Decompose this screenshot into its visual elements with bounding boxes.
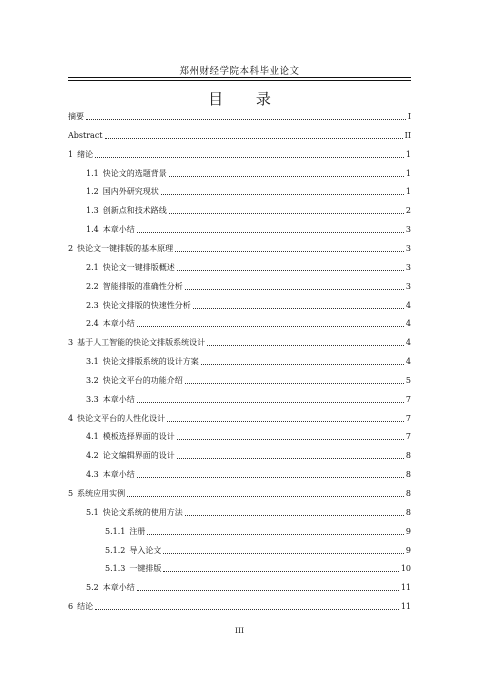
toc-entry-page: 9: [405, 526, 411, 536]
toc-entry-text: 绪论: [77, 149, 94, 159]
toc-entry[interactable]: [68, 315, 411, 329]
toc-entry-number: 1.3: [86, 206, 99, 216]
toc-entry-label: [68, 546, 161, 556]
toc-entry-page: 4: [405, 338, 411, 348]
toc-entry-text: 论文编辑界面的设计: [102, 451, 175, 461]
toc-leader-dots: [201, 364, 404, 365]
toc-entry[interactable]: [68, 353, 411, 367]
toc-entry-label: [68, 489, 125, 499]
toc-entry-label: [68, 376, 183, 386]
toc-entry[interactable]: [68, 579, 411, 593]
toc-entry[interactable]: [68, 221, 411, 235]
toc-leader-dots: [177, 458, 404, 459]
toc-entry-text: 快论文平台的人性化设计: [77, 413, 166, 423]
toc-entry-label: [68, 432, 175, 442]
toc-entry-label: [68, 225, 135, 235]
toc-leader-dots: [105, 138, 403, 139]
toc-entry-text: 创新点和技术路线: [102, 206, 167, 216]
toc-entry[interactable]: [68, 146, 411, 160]
toc-leader-dots: [207, 345, 404, 346]
toc-entry-number: 3.1: [86, 357, 99, 367]
toc-entry-page: 7: [405, 394, 411, 404]
toc-entry-number: 2: [68, 243, 74, 253]
toc-leader-dots: [169, 213, 404, 214]
toc-entry[interactable]: [68, 598, 411, 612]
toc-entry-text: 快论文一键排版概述: [102, 262, 175, 272]
toc-entry-page: 4: [405, 319, 411, 329]
toc-entry-text: 本章小结: [102, 583, 135, 593]
toc-entry-label: [68, 583, 135, 593]
toc-entry-number: 5.1: [86, 507, 99, 517]
page-header-title: 郑州财经学院本科毕业论文: [179, 66, 300, 77]
toc-entry-label: [68, 150, 93, 160]
toc-entry[interactable]: [68, 428, 411, 442]
toc-leader-dots: [137, 326, 404, 327]
toc-entry-number: 5.1.1: [105, 526, 126, 536]
toc-entry[interactable]: [68, 259, 411, 273]
toc-entry[interactable]: [68, 334, 411, 348]
toc-entry-number: 2.3: [86, 300, 99, 310]
toc-entry-page: 8: [405, 451, 411, 461]
toc-entry[interactable]: [68, 202, 411, 216]
toc-entry-page: 11: [400, 583, 411, 593]
toc-entry-text: 导入论文: [129, 545, 162, 555]
toc-leader-dots: [137, 590, 399, 591]
toc-entry-label: [68, 527, 145, 537]
toc-leader-dots: [175, 251, 404, 252]
toc-entry-label: [68, 414, 165, 424]
toc-entry[interactable]: [68, 372, 411, 386]
toc-entry-label: [68, 263, 175, 273]
toc-entry[interactable]: [68, 504, 411, 518]
toc-entry-number: 5.1.3: [105, 564, 126, 574]
page-number: III: [235, 626, 244, 635]
toc-entry[interactable]: [68, 466, 411, 480]
toc-entry-page: 1: [405, 187, 411, 197]
toc-entry-number: 4: [68, 413, 74, 423]
toc-entry-page: 3: [405, 243, 411, 253]
toc-leader-dots: [137, 477, 404, 478]
toc-entry-page: 1: [405, 168, 411, 178]
toc-leader-dots: [177, 270, 404, 271]
toc-entry-label: [68, 470, 135, 480]
toc-entry-text: 本章小结: [102, 470, 135, 480]
toc-leader-dots: [169, 176, 404, 177]
toc-entry-number: 5: [68, 489, 74, 498]
toc-entry[interactable]: [68, 447, 411, 461]
toc-entry-text: 快论文平台的功能介绍: [102, 375, 183, 385]
toc-entry[interactable]: [68, 108, 411, 122]
toc-entry-text: 快论文排版系统的设计方案: [102, 357, 199, 367]
toc-leader-dots: [137, 402, 404, 403]
toc-entry-label: [68, 564, 161, 574]
toc-entry-label: [68, 112, 84, 122]
toc-entry-text: 快论文排版的快速性分析: [102, 300, 191, 310]
toc-entry-text: 本章小结: [102, 225, 135, 235]
toc-entry[interactable]: [68, 391, 411, 405]
toc-leader-dots: [185, 383, 404, 384]
toc-entry[interactable]: [68, 183, 411, 197]
toc-entry-number: 2.1: [86, 262, 99, 272]
toc-entry-number: 4.2: [86, 451, 99, 461]
toc-leader-dots: [147, 534, 404, 535]
toc-leader-dots: [95, 157, 404, 158]
header-rule-thin: [68, 80, 411, 81]
toc-entry-number: 5.2: [86, 583, 99, 593]
toc-entry[interactable]: [68, 542, 411, 556]
toc-leader-dots: [163, 553, 404, 554]
toc-leader-dots: [185, 515, 404, 516]
toc-entry-page: 4: [405, 357, 411, 367]
toc-leader-dots: [185, 289, 404, 290]
toc-entry-number: 1.4: [86, 225, 99, 235]
toc-leader-dots: [193, 308, 404, 309]
toc-entry[interactable]: [68, 278, 411, 292]
toc-entry-text: 国内外研究现状: [102, 187, 159, 197]
toc-leader-dots: [161, 194, 404, 195]
toc-entry-label: [68, 451, 175, 461]
toc-entry[interactable]: [68, 410, 411, 424]
toc-entry-number: 3.2: [86, 375, 99, 385]
toc-entry-number: 1.2: [86, 187, 99, 197]
toc-entry-text: 一键排版: [129, 564, 162, 574]
toc-entry-number: 2.4: [86, 319, 99, 329]
toc-title: 目 录: [208, 90, 285, 108]
toc-entry-text: 系统应用实例: [77, 489, 126, 498]
toc-leader-dots: [95, 609, 399, 610]
toc-entry-page: 8: [405, 470, 411, 480]
toc-leader-dots: [127, 496, 404, 497]
toc-entry-label: [68, 187, 159, 197]
toc-leader-dots: [177, 439, 404, 440]
toc-entry-text: 快论文的选题背景: [102, 168, 167, 178]
toc-entry-number: 5.1.2: [105, 545, 126, 555]
toc-entry-page: 8: [405, 507, 411, 517]
toc-entry-text: Abstract: [68, 130, 103, 140]
toc-entry[interactable]: [68, 523, 411, 537]
toc-entry-page: 1: [405, 149, 411, 159]
toc-entry-number: 2.2: [86, 281, 99, 291]
toc-entry-number: 1.1: [86, 168, 99, 178]
toc-entry-page: 4: [405, 300, 411, 310]
toc-entry-number: 3.3: [86, 394, 99, 404]
toc-entry-page: 3: [405, 225, 411, 235]
toc-entry-text: 快论文一键排版的基本原理: [77, 243, 174, 253]
toc-entry-text: 智能排版的准确性分析: [102, 281, 183, 291]
toc-entry-label: [68, 131, 103, 141]
toc-entry-number: 4.1: [86, 432, 99, 442]
toc-leader-dots: [86, 119, 406, 120]
toc-entry-text: 基于人工智能的快论文排版系统设计: [77, 338, 206, 348]
toc-entry-page: 7: [405, 413, 411, 423]
toc-entry-text: 快论文系统的使用方法: [102, 507, 183, 517]
toc-entry-number: 4.3: [86, 470, 99, 480]
toc-entry-page: 9: [405, 545, 411, 555]
toc-entry-page: 7: [405, 432, 411, 442]
toc-entry-text: 本章小结: [102, 319, 135, 329]
toc-entry-label: [68, 169, 167, 179]
toc-leader-dots: [137, 232, 404, 233]
toc-entry-page: 3: [405, 281, 411, 291]
toc-entry-label: [68, 301, 191, 311]
toc-entry-text: 模板选择界面的设计: [102, 432, 175, 442]
toc-entry-label: [68, 206, 167, 216]
toc-entry-text: 摘要: [68, 112, 84, 121]
toc-leader-dots: [163, 571, 398, 572]
toc-entry-text: 本章小结: [102, 394, 135, 404]
toc-entry-page: 10: [400, 564, 411, 574]
toc-entry-page: II: [404, 130, 411, 140]
toc-entry-text: 结论: [77, 602, 94, 612]
toc-entry-label: [68, 602, 93, 612]
toc-entry-label: [68, 508, 183, 518]
toc-leader-dots: [167, 421, 404, 422]
toc-entry-text: 注册: [129, 526, 146, 536]
toc-entry[interactable]: [68, 127, 411, 141]
toc-entry-page: 2: [405, 206, 411, 216]
toc-entry-label: [68, 319, 135, 329]
header-rule-thick: [68, 77, 411, 78]
toc-entry[interactable]: [68, 240, 411, 254]
toc-entry[interactable]: [68, 560, 411, 574]
toc-entry[interactable]: [68, 165, 411, 179]
toc-entry[interactable]: [68, 485, 411, 499]
toc-entry-label: [68, 395, 135, 405]
toc-entry-page: 5: [405, 375, 411, 385]
toc-entry-number: 1: [68, 149, 74, 159]
toc-entry-label: [68, 338, 205, 348]
toc-entry-number: 6: [68, 602, 74, 612]
toc-entry-label: [68, 282, 183, 292]
toc-entry-label: [68, 357, 199, 367]
toc-entry-number: 3: [68, 338, 74, 348]
toc-entry-page: I: [407, 112, 411, 121]
toc-entry-page: 11: [400, 602, 411, 612]
toc-entry-page: 8: [405, 489, 411, 498]
toc-entry[interactable]: [68, 297, 411, 311]
toc-entry-page: 3: [405, 262, 411, 272]
toc-entry-label: [68, 244, 173, 254]
